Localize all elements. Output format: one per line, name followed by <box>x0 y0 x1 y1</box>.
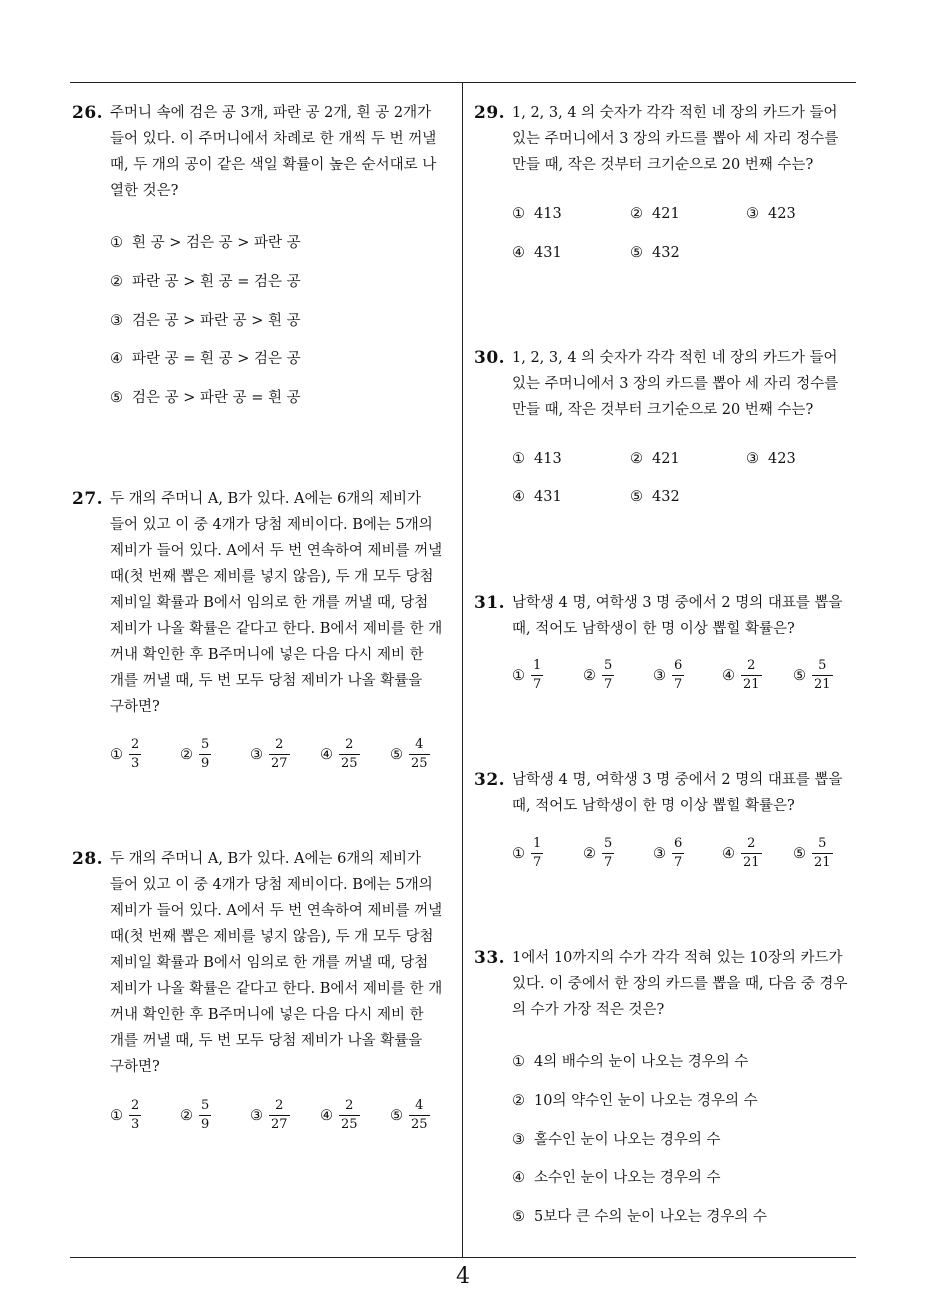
numerator: 2 <box>345 737 354 752</box>
fraction <box>812 658 833 693</box>
question-28 <box>72 846 458 1080</box>
choice-text: 파란 공 > 흰 공 = 검은 공 <box>132 274 301 290</box>
question-number: 31. <box>474 593 506 613</box>
numerator: 5 <box>201 737 210 752</box>
choice-2[interactable] <box>583 658 614 693</box>
fraction <box>129 737 141 772</box>
denominator: 21 <box>814 677 831 692</box>
choice-marker: ⑤ <box>110 390 123 406</box>
choice-5[interactable] <box>390 1098 430 1133</box>
choice-marker: ② <box>180 746 193 763</box>
choice-marker: ① <box>512 451 525 467</box>
choice-text: 5보다 큰 수의 눈이 나오는 경우의 수 <box>534 1209 767 1225</box>
numerator: 2 <box>131 737 140 752</box>
denominator: 7 <box>604 855 613 870</box>
choice-marker: ⑤ <box>390 1107 403 1124</box>
denominator: 3 <box>131 1117 140 1132</box>
choice-text: 413 <box>534 451 562 467</box>
question-33 <box>474 945 858 1023</box>
fraction <box>409 737 430 772</box>
choice-4[interactable] <box>320 737 360 772</box>
choice-marker: ① <box>512 845 525 862</box>
choice-marker: ④ <box>110 351 123 367</box>
question-number: 30. <box>474 348 506 368</box>
choice-marker: ③ <box>512 1132 525 1148</box>
fraction <box>672 658 684 693</box>
choice-4[interactable] <box>722 658 762 693</box>
choice-2[interactable] <box>583 836 614 871</box>
choice-text: 소수인 눈이 나오는 경우의 수 <box>534 1170 721 1186</box>
numerator: 1 <box>533 658 542 673</box>
choice-marker: ④ <box>512 489 525 505</box>
choice-marker: ④ <box>320 1107 333 1124</box>
choice-4[interactable] <box>320 1098 360 1133</box>
denominator: 3 <box>131 756 140 771</box>
choice-2[interactable] <box>512 1089 758 1110</box>
numerator: 6 <box>674 836 683 851</box>
choice-marker: ④ <box>512 245 525 261</box>
question-stem: 남학생 4 명, 여학생 3 명 중에서 2 명의 대표를 뽑을 때, 적어도 남학생이 한 명 이상 뽑힐 확률은? <box>512 595 843 637</box>
numerator: 2 <box>131 1098 140 1113</box>
question-26 <box>72 100 458 204</box>
fraction <box>339 1098 360 1133</box>
question-stem: 두 개의 주머니 A, B가 있다. A에는 6개의 제비가 들어 있고 이 중 4개가 당첨 제비이다. B에는 5개의 제비가 들어 있다. A에서 두 번 연속하여 제비를 꺼낼 때(첫 번째 뽑은 제비를 넣지 않음), 두 개 모두 당첨 제비일 확률과 B에서 임의로 한 개를 꺼낼 때, 당첨 제비가 나올 확률은 같다고 한다. B에서 제비를 한 개 꺼내 확인한 후 B주머니에 넣은 다음 다시 제비 한 개를 꺼낼 때, 두 번 모두 당첨 제비가 나올 확률을 구하면? <box>110 491 443 715</box>
choice-text: 432 <box>652 489 680 505</box>
denominator: 27 <box>271 756 288 771</box>
choice-text: 423 <box>768 206 796 222</box>
numerator: 2 <box>275 1098 284 1113</box>
numerator: 5 <box>818 658 827 673</box>
choice-text: 413 <box>534 206 562 222</box>
fraction <box>129 1098 141 1133</box>
choice-marker: ① <box>512 667 525 684</box>
choice-1[interactable] <box>512 1050 748 1071</box>
fraction <box>672 836 684 871</box>
choice-marker: ④ <box>722 667 735 684</box>
choice-5[interactable] <box>110 386 301 407</box>
denominator: 21 <box>743 855 760 870</box>
choice-marker: ④ <box>512 1170 525 1186</box>
fraction <box>409 1098 430 1133</box>
choice-1[interactable] <box>110 737 141 772</box>
choice-marker: ③ <box>250 1107 263 1124</box>
fraction <box>741 658 762 693</box>
column-divider <box>462 83 463 1257</box>
denominator: 9 <box>201 1117 210 1132</box>
numerator: 6 <box>674 658 683 673</box>
numerator: 5 <box>818 836 827 851</box>
numerator: 2 <box>747 836 756 851</box>
denominator: 25 <box>341 756 358 771</box>
choice-4[interactable] <box>110 347 301 368</box>
numerator: 5 <box>604 836 613 851</box>
choice-marker: ⑤ <box>793 845 806 862</box>
choice-1[interactable] <box>512 206 562 222</box>
denominator: 7 <box>604 677 613 692</box>
choice-marker: ② <box>583 845 596 862</box>
denominator: 7 <box>674 855 683 870</box>
choice-marker: ① <box>110 235 123 251</box>
choice-marker: ② <box>583 667 596 684</box>
question-number: 33. <box>474 948 506 968</box>
question-29 <box>474 100 858 178</box>
choice-marker: ③ <box>250 746 263 763</box>
question-number: 26. <box>72 103 104 123</box>
choice-5[interactable] <box>793 836 833 871</box>
choice-text: 흰 공 > 검은 공 > 파란 공 <box>132 235 301 251</box>
choice-2[interactable] <box>180 737 211 772</box>
choice-text: 423 <box>768 451 796 467</box>
choice-marker: ② <box>180 1107 193 1124</box>
choice-3[interactable] <box>653 836 684 871</box>
numerator: 2 <box>345 1098 354 1113</box>
top-rule <box>70 82 856 83</box>
choice-1[interactable] <box>512 658 543 693</box>
fraction <box>199 1098 211 1133</box>
choice-marker: ④ <box>320 746 333 763</box>
choice-marker: ④ <box>722 845 735 862</box>
choice-marker: ② <box>110 274 123 290</box>
question-number: 29. <box>474 103 506 123</box>
question-32 <box>474 767 858 819</box>
choice-5[interactable] <box>793 658 833 693</box>
denominator: 27 <box>271 1117 288 1132</box>
choice-4[interactable] <box>512 1166 721 1187</box>
choice-marker: ② <box>630 206 643 222</box>
question-stem: 남학생 4 명, 여학생 3 명 중에서 2 명의 대표를 뽑을 때, 적어도 남학생이 한 명 이상 뽑힐 확률은? <box>512 772 843 814</box>
fraction <box>812 836 833 871</box>
fraction <box>531 658 543 693</box>
choice-text: 431 <box>534 489 562 505</box>
choice-marker: ③ <box>653 845 666 862</box>
choice-text: 10의 약수인 눈이 나오는 경우의 수 <box>534 1093 758 1109</box>
denominator: 7 <box>674 677 683 692</box>
choice-5[interactable] <box>630 489 680 505</box>
denominator: 7 <box>533 855 542 870</box>
question-stem: 주머니 속에 검은 공 3개, 파란 공 2개, 흰 공 2개가 들어 있다. 이 주머니에서 차례로 한 개씩 두 번 꺼낼 때, 두 개의 공이 같은 색일 확률이 높은 순서대로 나 열한 것은? <box>110 105 437 199</box>
choice-marker: ⑤ <box>630 245 643 261</box>
choice-marker: ② <box>630 451 643 467</box>
choice-1[interactable] <box>512 836 543 871</box>
choice-5[interactable] <box>512 1205 767 1226</box>
choice-text: 432 <box>652 245 680 261</box>
numerator: 1 <box>533 836 542 851</box>
fraction <box>531 836 543 871</box>
question-30 <box>474 345 858 423</box>
question-27 <box>72 486 458 720</box>
denominator: 9 <box>201 756 210 771</box>
question-stem: 두 개의 주머니 A, B가 있다. A에는 6개의 제비가 들어 있고 이 중 4개가 당첨 제비이다. B에는 5개의 제비가 들어 있다. A에서 두 번 연속하여 제비를 꺼낼 때(첫 번째 뽑은 제비를 넣지 않음), 두 개 모두 당첨 제비일 확률과 B에서 임의로 한 개를 꺼낼 때, 당첨 제비가 나올 확률은 같다고 한다. B에서 제비를 한 개 꺼내 확인한 후 B주머니에 넣은 다음 다시 제비 한 개를 꺼낼 때, 두 번 모두 당첨 제비가 나올 확률을 구하면? <box>110 851 443 1075</box>
question-31 <box>474 590 858 642</box>
question-number: 28. <box>72 849 104 869</box>
choice-3[interactable] <box>746 451 796 467</box>
choice-2[interactable] <box>110 270 301 291</box>
choice-marker: ① <box>512 206 525 222</box>
choice-2[interactable] <box>630 206 680 222</box>
denominator: 25 <box>411 756 428 771</box>
fraction <box>269 737 290 772</box>
question-stem: 1, 2, 3, 4 의 숫자가 각각 적힌 네 장의 카드가 들어 있는 주머니에서 3 장의 카드를 뽑아 세 자리 정수를 만들 때, 작은 것부터 크기순으로 20 번째 수는? <box>512 105 839 173</box>
choice-text: 검은 공 > 파란 공 > 흰 공 <box>132 313 301 329</box>
choice-1[interactable] <box>512 451 562 467</box>
fraction <box>339 737 360 772</box>
numerator: 5 <box>604 658 613 673</box>
choice-marker: ① <box>110 1107 123 1124</box>
numerator: 4 <box>415 1098 424 1113</box>
question-number: 27. <box>72 489 104 509</box>
choice-5[interactable] <box>390 737 430 772</box>
fraction <box>602 836 614 871</box>
choice-marker: ⑤ <box>512 1209 525 1225</box>
denominator: 7 <box>533 677 542 692</box>
choice-text: 홀수인 눈이 나오는 경우의 수 <box>534 1132 721 1148</box>
numerator: 4 <box>415 737 424 752</box>
denominator: 21 <box>814 855 831 870</box>
numerator: 5 <box>201 1098 210 1113</box>
choice-marker: ② <box>512 1093 525 1109</box>
fraction <box>199 737 211 772</box>
choice-marker: ③ <box>746 206 759 222</box>
choice-marker: ① <box>110 746 123 763</box>
choice-1[interactable] <box>110 231 301 252</box>
question-stem: 1에서 10까지의 수가 각각 적혀 있는 10장의 카드가 있다. 이 중에서 한 장의 카드를 뽑을 때, 다음 중 경우 의 수가 가장 적은 것은? <box>512 950 848 1018</box>
choice-3[interactable] <box>653 658 684 693</box>
choice-3[interactable] <box>110 309 301 330</box>
numerator: 2 <box>275 737 284 752</box>
choice-4[interactable] <box>512 245 562 261</box>
page-number: 4 <box>456 1264 470 1289</box>
choice-marker: ③ <box>110 313 123 329</box>
choice-3[interactable] <box>250 1098 290 1133</box>
choice-text: 파란 공 = 흰 공 > 검은 공 <box>132 351 301 367</box>
fraction <box>269 1098 290 1133</box>
choice-1[interactable] <box>110 1098 141 1133</box>
choice-text: 검은 공 > 파란 공 = 흰 공 <box>132 390 301 406</box>
choice-5[interactable] <box>630 245 680 261</box>
question-number: 32. <box>474 770 506 790</box>
choice-3[interactable] <box>512 1128 721 1149</box>
bottom-rule <box>70 1257 856 1258</box>
choice-2[interactable] <box>180 1098 211 1133</box>
denominator: 25 <box>411 1117 428 1132</box>
choice-text: 421 <box>652 206 680 222</box>
fraction <box>741 836 762 871</box>
choice-marker: ① <box>512 1054 525 1070</box>
choice-marker: ⑤ <box>630 489 643 505</box>
choice-4[interactable] <box>722 836 762 871</box>
choice-text: 4의 배수의 눈이 나오는 경우의 수 <box>534 1054 749 1070</box>
fraction <box>602 658 614 693</box>
numerator: 2 <box>747 658 756 673</box>
denominator: 25 <box>341 1117 358 1132</box>
choice-marker: ⑤ <box>793 667 806 684</box>
denominator: 21 <box>743 677 760 692</box>
choice-marker: ③ <box>653 667 666 684</box>
choice-text: 431 <box>534 245 562 261</box>
choice-3[interactable] <box>250 737 290 772</box>
choice-marker: ⑤ <box>390 746 403 763</box>
question-stem: 1, 2, 3, 4 의 숫자가 각각 적힌 네 장의 카드가 들어 있는 주머니에서 3 장의 카드를 뽑아 세 자리 정수를 만들 때, 작은 것부터 크기순으로 20 번째 수는? <box>512 350 839 418</box>
choice-3[interactable] <box>746 206 796 222</box>
choice-2[interactable] <box>630 451 680 467</box>
choice-4[interactable] <box>512 489 562 505</box>
choice-marker: ③ <box>746 451 759 467</box>
choice-text: 421 <box>652 451 680 467</box>
